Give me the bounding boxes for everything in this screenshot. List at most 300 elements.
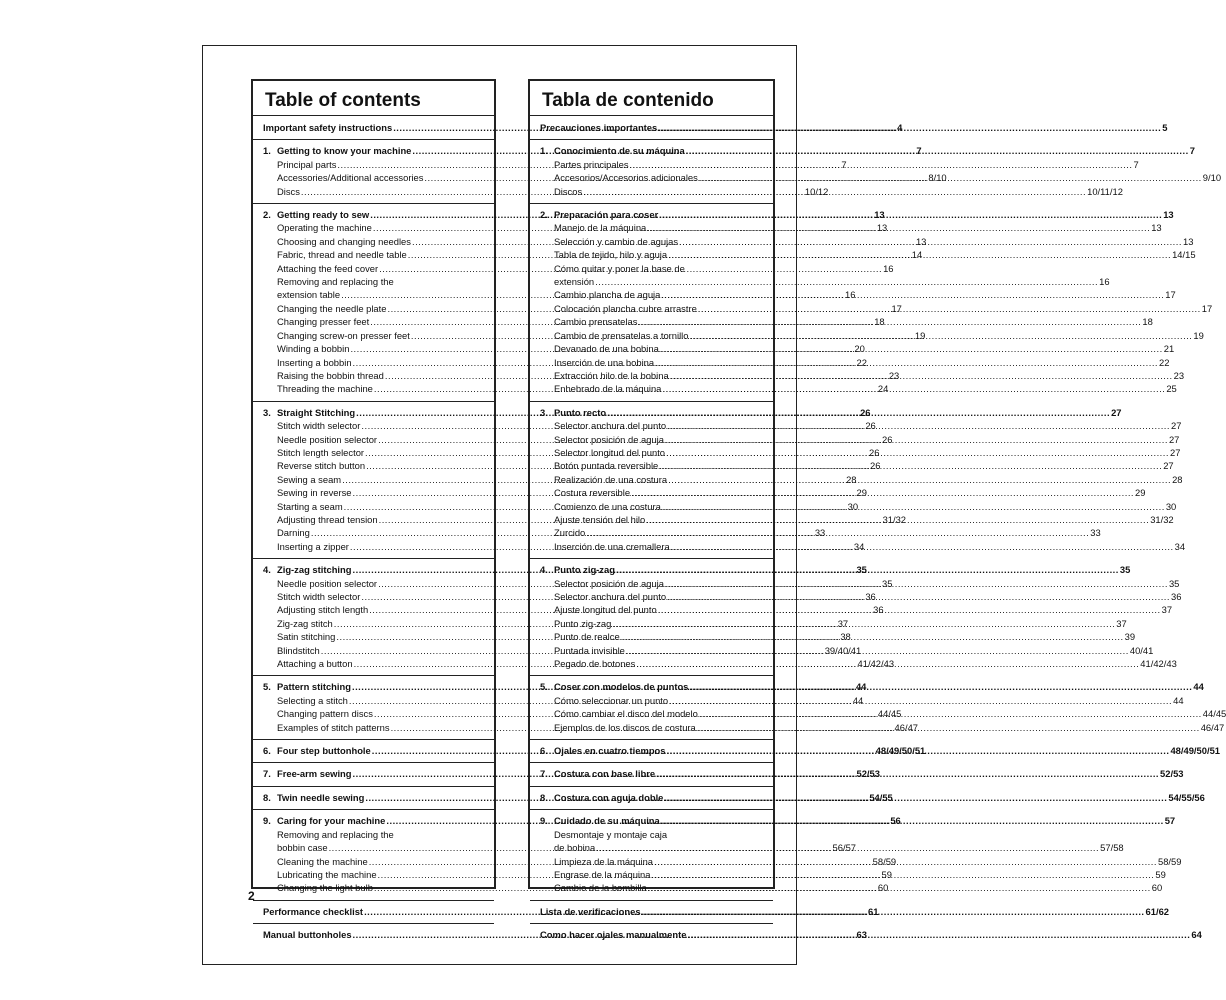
dot-leader [648, 881, 1151, 894]
entry-label: Lubricating the machine [277, 868, 377, 880]
entry-number: 3. [263, 406, 271, 418]
entry-page: 24 [877, 383, 889, 395]
entry-page: 13 [915, 235, 927, 247]
entry-page: 29 [856, 487, 867, 499]
entry-number: 1. [540, 145, 548, 157]
dot-leader [596, 841, 1099, 854]
entry-number: 9. [540, 815, 548, 827]
entry-label: Cómo quitar y poner la base de [554, 262, 685, 274]
toc-subentry [540, 513, 1174, 526]
toc-section [540, 767, 1184, 780]
entry-label: Four step buttonhole [277, 745, 371, 757]
toc-subentry [540, 221, 1162, 234]
entry-page: 64 [1191, 929, 1202, 941]
entry-label: Adjusting thread tension [277, 513, 378, 525]
entry-label: Fabric, thread and needle table [277, 249, 407, 261]
entry-page: 19 [1193, 329, 1204, 341]
entry-number: 4. [263, 564, 271, 576]
entry-label: Performance checklist [263, 905, 364, 917]
section-divider [530, 203, 773, 204]
entry-page: 48/49/50/51 [1170, 745, 1220, 757]
dot-leader [658, 121, 1161, 134]
entry-page: 44 [1173, 694, 1184, 706]
toc-subentry [540, 248, 1196, 261]
toc-subentry [540, 881, 1163, 894]
entry-page: 13 [874, 209, 885, 221]
entry-page: 59 [881, 868, 892, 880]
entry-page: 7 [916, 145, 922, 157]
entry-label: Ejemplos de los discos de costura [554, 721, 696, 733]
entry-page: 27 [1163, 460, 1174, 472]
dot-leader [666, 446, 1169, 459]
dot-leader [638, 315, 1141, 328]
toc-subentry [540, 707, 1226, 720]
toc-subentry [540, 486, 1146, 499]
toc-subentry [540, 302, 1213, 315]
entry-page: 16 [1099, 276, 1110, 288]
entry-page: 23 [888, 369, 900, 381]
entry-label: Cambio de prensatelas a tornillo [554, 329, 689, 341]
entry-label: Devanado de una bobina [554, 343, 659, 355]
entry-label: Ojales en cuatro tiempos [554, 745, 666, 757]
entry-page: 52/53 [856, 768, 880, 780]
entry-label: Punto zig-zag [554, 617, 612, 629]
entry-page: 17 [1201, 302, 1213, 314]
entry-label: Changing screw-on presser feet [277, 329, 410, 341]
entry-number: 3. [540, 406, 548, 418]
entry-page: 13 [1183, 235, 1194, 247]
entry-label: Discs [277, 185, 300, 197]
entry-label: Starting a seam [277, 500, 343, 512]
entry-page: 39/40/41 [824, 644, 862, 656]
toc-chapter-entry [540, 208, 1174, 221]
entry-label: Cleaning the machine [277, 855, 368, 867]
entry-page: 61 [868, 905, 879, 917]
entry-label: Satin stitching [277, 631, 336, 643]
entry-page: 31/32 [1150, 513, 1174, 525]
entry-page: 46/47 [894, 721, 918, 733]
entry-label: Selector posición de aguja [554, 577, 664, 589]
entry-page: 36 [1171, 591, 1182, 602]
entry-page: 44 [855, 681, 867, 693]
entry-page: 28 [846, 473, 857, 485]
entry-page: 10/11/12 [1087, 185, 1123, 197]
entry-page: 10/12 [804, 185, 829, 197]
toc-subentry [540, 356, 1170, 369]
entry-label: Sewing in reverse [277, 487, 352, 499]
entry-page: 17 [891, 302, 902, 314]
entry-page: 37 [1161, 604, 1173, 616]
dot-leader [679, 235, 1182, 248]
entry-page: 29 [1135, 487, 1146, 499]
entry-number: 5. [263, 681, 271, 693]
dot-leader [630, 158, 1133, 171]
entry-page: 20 [854, 343, 865, 355]
entry-page: 37 [837, 617, 849, 629]
entry-page: 4 [897, 122, 903, 133]
toc-subentry [540, 158, 1139, 171]
entry-label: Selector anchura del punto [554, 591, 667, 602]
dot-leader [665, 433, 1168, 446]
entry-label: Choosing and changing needles [277, 235, 411, 247]
entry-label: Discos [554, 185, 583, 197]
entry-page: 27 [1171, 420, 1182, 432]
toc-subentry [540, 694, 1184, 707]
entry-label: Pattern stitching [277, 681, 351, 693]
entry-label: Blindstitch [277, 644, 320, 656]
entry-number: 9. [263, 815, 271, 827]
toc-subentry [540, 577, 1180, 590]
section-divider [253, 786, 494, 787]
entry-page: 16 [883, 262, 894, 274]
entry-label: Selector posición de aguja [554, 433, 664, 445]
entry-page: 7 [1133, 158, 1139, 170]
dot-leader [698, 302, 1201, 315]
toc-section [540, 791, 1205, 804]
entry-label: Getting to know your machine [277, 145, 412, 157]
entry-page: 39 [1124, 631, 1136, 643]
toc-subentry [540, 590, 1182, 603]
toc-chapter-entry [540, 744, 1220, 757]
entry-page: 54/55 [869, 791, 893, 803]
entry-label: Inserción de una cremallera [554, 540, 670, 552]
dot-leader [669, 694, 1172, 707]
entry-label: Selección y cambio de agujas [554, 235, 679, 247]
entry-label: Accessories/Additional accessories [277, 172, 424, 184]
entry-label: Selector anchura del punto [554, 420, 667, 432]
dot-leader [651, 868, 1154, 881]
section-divider [530, 739, 773, 740]
dot-leader [687, 928, 1190, 941]
entry-page: 57/58 [1100, 842, 1124, 854]
entry-label: Cambio plancha de aguja [554, 289, 661, 301]
entry-number: 6. [540, 745, 548, 757]
entry-label: Lista de verificaciones [540, 905, 641, 917]
entry-page: 17 [1165, 289, 1176, 301]
entry-label: Free-arm sewing [277, 768, 352, 780]
entry-page: 56/57 [832, 842, 856, 854]
section-divider [253, 900, 494, 901]
entry-label: Stitch width selector [277, 420, 361, 432]
toc-section [540, 744, 1220, 757]
entry-page: 60 [1151, 882, 1163, 894]
entry-page: 27 [1111, 406, 1122, 418]
entry-label: Zurcido [554, 527, 586, 539]
dot-leader [656, 767, 1159, 780]
toc-section [540, 121, 1168, 134]
dot-leader [655, 356, 1158, 369]
entry-page: 44 [852, 694, 864, 706]
entry-label: Como hacer ojales manualmente [540, 929, 687, 941]
entry-page: 27 [1170, 446, 1181, 458]
section-divider [530, 809, 773, 810]
entry-label: Zig-zag stitching [277, 564, 352, 576]
toc-title-english: Table of contents [265, 90, 421, 111]
toc-chapter-entry [540, 905, 1170, 918]
entry-label: Inserting a zipper [277, 540, 349, 552]
section-divider [253, 139, 494, 140]
entry-page: 48/49/50/51 [875, 745, 926, 757]
section-divider [253, 203, 494, 204]
entry-page: 35 [1168, 577, 1180, 589]
entry-number: 1. [263, 145, 271, 157]
dot-leader [668, 248, 1171, 261]
entry-page: 30 [1165, 500, 1177, 512]
entry-label: Zig-zag stitch [277, 617, 333, 629]
toc-chapter-entry [540, 563, 1131, 576]
entry-page: 58/59 [1158, 855, 1182, 867]
entry-label: de bobina [554, 842, 596, 854]
dot-leader [662, 382, 1165, 395]
dot-leader [689, 329, 1192, 342]
dot-leader [646, 513, 1149, 526]
entry-page: 31/32 [882, 513, 907, 525]
entry-page: 56 [890, 815, 901, 827]
section-divider [530, 558, 773, 559]
entry-page: 57 [1164, 815, 1176, 827]
entry-label: Realización de una costura [554, 473, 668, 485]
entry-page: 46/47 [1200, 721, 1225, 733]
entry-page: 37 [1116, 617, 1127, 629]
toc-section [540, 905, 1170, 918]
section-divider [253, 923, 494, 924]
dot-leader [636, 657, 1139, 670]
entry-page: 35 [1119, 564, 1131, 576]
entry-page: 44/45 [1202, 708, 1226, 720]
entry-label: Stitch width selector [277, 591, 361, 602]
dot-leader [667, 419, 1170, 432]
toc-section [540, 680, 1226, 734]
toc-subentry [540, 369, 1185, 382]
entry-page: 18 [874, 316, 885, 328]
entry-label: Getting ready to sew [277, 209, 370, 221]
dot-leader [664, 791, 1167, 804]
entry-label: Enhebrado de la máquina [554, 383, 662, 395]
dot-leader [612, 617, 1115, 630]
entry-label: Engrase de la máquina [554, 868, 651, 880]
dot-leader [662, 500, 1165, 513]
entry-label: Operating the machine [277, 222, 372, 234]
entry-page: 61/62 [1145, 905, 1170, 917]
entry-page: 28 [1172, 473, 1183, 485]
dot-leader [626, 644, 1129, 657]
entry-label: Comienzo de una costura [554, 500, 661, 512]
entry-page: 41/42/43 [857, 658, 895, 670]
entry-label: Extracción hilo de la bobina [554, 369, 669, 381]
entry-page: 8/10 [928, 172, 947, 184]
entry-page: 16 [845, 289, 856, 301]
toc-title-spanish: Tabla de contenido [542, 90, 714, 111]
section-divider [253, 762, 494, 763]
section-divider [253, 558, 494, 559]
entry-label: Costura reversible [554, 487, 631, 499]
entry-label: Attaching a button [277, 658, 353, 670]
entry-label: Cambio de la bombilla [554, 882, 647, 894]
entry-label: Cómo cambiar el disco del modelo [554, 708, 698, 720]
entry-label: Inserting a bobbin [277, 356, 352, 368]
entry-label: Ajuste longitud del punto [554, 604, 657, 616]
section-divider [253, 739, 494, 740]
entry-number: 6. [263, 745, 271, 757]
entry-page: 40/41 [1129, 644, 1154, 656]
dot-leader [586, 526, 1089, 539]
entry-label: Accesorios/Accesorios adicionales [554, 172, 698, 184]
toc-subentry [540, 473, 1183, 486]
section-divider [530, 762, 773, 763]
entry-label: bobbin case [277, 842, 328, 854]
toc-subentry [540, 617, 1127, 630]
dot-leader [670, 369, 1173, 382]
entry-label: Raising the bobbin thread [277, 369, 384, 381]
entry-label: Adjusting stitch length [277, 604, 369, 616]
entry-page: 13 [876, 222, 888, 234]
entry-page: 14 [911, 249, 923, 261]
entry-page: 54/55/56 [1168, 791, 1205, 803]
dot-leader [697, 721, 1200, 734]
dot-leader [689, 680, 1192, 693]
entry-page: 25 [1166, 383, 1177, 395]
entry-label: Puntada invisible [554, 644, 625, 656]
entry-page: 30 [847, 500, 859, 512]
entry-page: 59 [1155, 868, 1166, 880]
section-divider [253, 809, 494, 810]
section-divider [253, 675, 494, 676]
entry-number: 7. [540, 768, 548, 780]
entry-label: Cuidado de su máquina [554, 815, 660, 827]
entry-label: Partes principales [554, 158, 629, 170]
entry-label: Principal parts [277, 158, 337, 170]
entry-page: 58/59 [872, 855, 897, 867]
entry-page: 36 [865, 591, 876, 602]
entry-label: Reverse stitch button [277, 460, 366, 472]
entry-label: Cambio prensatelas [554, 316, 638, 328]
dot-leader [661, 288, 1164, 301]
entry-page: 18 [1142, 316, 1153, 328]
entry-page: 34 [1174, 540, 1186, 552]
entry-label: Punto de realce [554, 631, 620, 643]
entry-label: Sewing a seam [277, 473, 342, 485]
entry-page: 26 [865, 420, 876, 432]
dot-leader [699, 171, 1202, 184]
entry-page: 5 [1162, 122, 1168, 133]
entry-page: 23 [1173, 369, 1185, 381]
toc-subentry [540, 500, 1177, 513]
toc-subentry [540, 868, 1166, 881]
dot-leader [659, 459, 1162, 472]
entry-page: 44/45 [877, 708, 902, 720]
entry-number: 4. [540, 564, 548, 576]
entry-page: 9/10 [1202, 172, 1222, 184]
dot-leader [661, 814, 1164, 827]
entry-page: 27 [1168, 433, 1180, 445]
section-divider [530, 139, 773, 140]
entry-number: 2. [263, 209, 271, 221]
entry-label: Punto zig-zag [554, 564, 615, 576]
entry-label: Needle position selector [277, 577, 378, 589]
dot-leader [686, 144, 1189, 157]
entry-page: 14/15 [1172, 249, 1196, 261]
dot-leader [671, 540, 1174, 553]
toc-chapter-entry [540, 121, 1168, 134]
dot-leader [658, 603, 1161, 616]
entry-page: 22 [1159, 356, 1170, 368]
toc-subentry [540, 526, 1101, 539]
entry-number: 8. [540, 791, 548, 803]
dot-leader [595, 275, 1098, 288]
entry-page: 33 [1090, 527, 1101, 539]
section-divider [530, 900, 773, 901]
entry-page: 33 [814, 527, 826, 539]
entry-page: 7 [841, 158, 847, 170]
entry-label: Straight Stitching [277, 406, 356, 418]
entry-label: Needle position selector [277, 433, 378, 445]
entry-page: 13 [1151, 222, 1162, 234]
entry-page: 26 [869, 446, 880, 458]
dot-leader [654, 855, 1157, 868]
dot-leader [647, 221, 1150, 234]
entry-label: Costura con aguja doble [554, 791, 664, 803]
entry-label: extensión [554, 276, 595, 288]
entry-page: 44 [1193, 681, 1204, 693]
entry-number: 7. [263, 768, 271, 780]
dot-leader [660, 342, 1163, 355]
dot-leader [607, 406, 1110, 419]
entry-page: 26 [870, 460, 881, 472]
entry-label: Twin needle sewing [277, 791, 365, 803]
entry-number: 2. [540, 209, 548, 221]
entry-label: Attaching the feed cover [277, 262, 379, 274]
dot-leader [621, 630, 1124, 643]
entry-label: Desmontaje y montaje caja [554, 828, 668, 840]
dot-leader [642, 905, 1145, 918]
entry-label: Changing the needle plate [277, 302, 387, 314]
dot-leader [699, 707, 1202, 720]
entry-label: Winding a bobbin [277, 343, 350, 355]
entry-label: Removing and replacing the [277, 828, 394, 840]
entry-label: Changing pattern discs [277, 708, 373, 720]
entry-label: Changing presser feet [277, 316, 370, 328]
toc-subentry [263, 275, 484, 288]
entry-label: Coser con modelos de puntos [554, 681, 689, 693]
entry-label: Selecting a stitch [277, 694, 348, 706]
title-divider [530, 115, 773, 116]
entry-page: 26 [860, 406, 871, 418]
entry-page: 35 [856, 564, 867, 576]
toc-chapter-entry [540, 791, 1205, 804]
entry-label: Manejo de la máquina [554, 222, 647, 234]
section-divider [253, 401, 494, 402]
dot-leader [583, 185, 1086, 198]
page-number: 2 [248, 889, 255, 903]
entry-label: Cómo seleccionar un punto [554, 694, 669, 706]
toc-subentry [540, 540, 1186, 553]
entry-label: Botón puntada reversible [554, 460, 659, 472]
toc-subentry [540, 275, 1110, 288]
dot-leader [667, 590, 1170, 603]
section-divider [530, 923, 773, 924]
entry-page: 7 [1189, 145, 1195, 157]
entry-label: Precauciones importantes [540, 122, 658, 133]
entry-page: 13 [1163, 209, 1174, 221]
toc-subentry [540, 657, 1177, 670]
entry-label: Changing the light bulb [277, 882, 373, 894]
title-divider [253, 115, 494, 116]
entry-page: 35 [882, 577, 893, 589]
entry-label: Preparación para coser [554, 209, 659, 221]
dot-leader [631, 486, 1134, 499]
dot-leader [667, 744, 1170, 757]
dot-leader [668, 473, 1171, 486]
